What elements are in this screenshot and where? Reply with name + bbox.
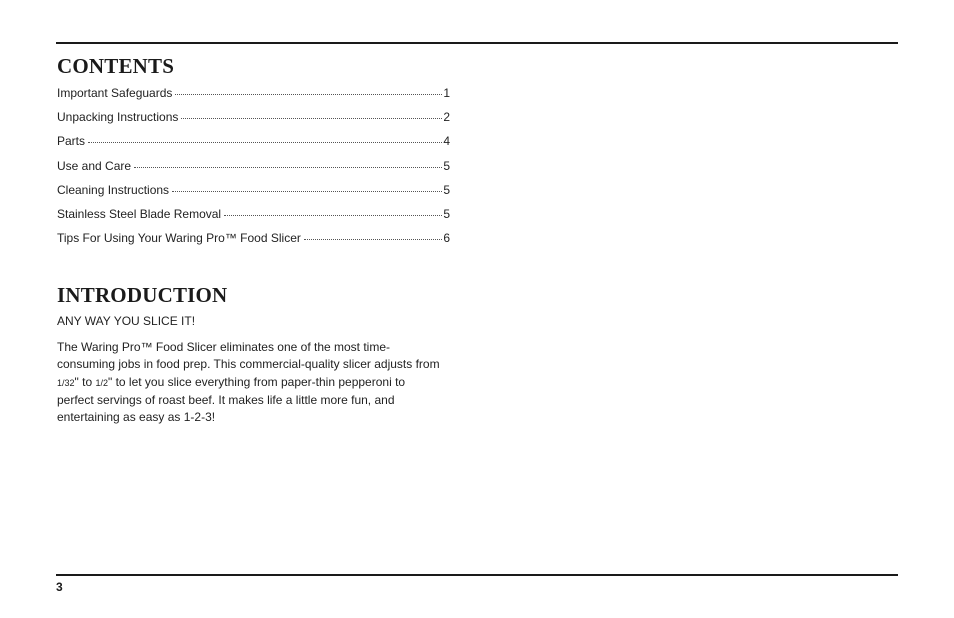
toc-dot-leader [224,215,442,216]
top-rule [56,42,898,44]
toc-entry-page: 2 [443,110,450,125]
introduction-heading: INTRODUCTION [57,283,228,307]
toc-entry-page: 6 [443,231,450,246]
toc-entry-page: 5 [443,182,450,197]
toc-entry-title: Important Safeguards [57,86,173,100]
toc-entry-tips [57,231,450,255]
toc-entry-unpacking-instructions [57,110,450,134]
paragraph-text: " to let you slice everything from paper-thin pepperoni to perfect servings of roast beef. It makes life a little more fun, and entertaining as easy as 1-2-3! [57,374,406,425]
toc-entry-page: 5 [443,206,450,221]
paragraph-text: The Waring Pro™ Food Slicer eliminates one of the most time-consuming jobs in food prep. This commercial-quality slicer adjusts from [57,340,440,372]
toc-dot-leader [88,142,442,143]
toc-entry-page: 5 [443,158,450,173]
toc-entry-page: 4 [443,134,450,149]
contents-heading: CONTENTS [57,54,175,78]
toc-entry-parts [57,134,450,158]
toc-dot-leader [181,118,442,119]
toc-entry-important-safeguards [57,86,450,110]
toc-entry-cleaning-instructions [57,183,450,207]
toc-dot-leader [175,94,442,95]
toc-entry-title: Cleaning Instructions [57,182,170,197]
toc-dot-leader [134,167,442,168]
bottom-rule [56,574,898,576]
toc-entry-title: Tips For Using Your Waring Pro™ Food Slicer [57,231,301,246]
page-number: 3 [56,580,63,594]
table-of-contents [57,86,450,255]
toc-entry-title: Stainless Steel Blade Removal [57,206,222,221]
paragraph-text: " to [74,374,96,389]
toc-entry-blade-removal [57,207,450,231]
toc-entry-title: Use and Care [57,158,132,173]
toc-entry-title: Parts [57,134,86,149]
toc-entry-page: 1 [443,86,450,100]
toc-dot-leader [304,239,442,240]
introduction-paragraph [57,339,445,426]
toc-entry-use-and-care [57,159,450,183]
toc-entry-title: Unpacking Instructions [57,110,179,125]
fraction-one-thirty-second: 1/32 [57,377,75,388]
toc-dot-leader [172,191,442,192]
introduction-subheading: ANY WAY YOU SLICE IT! [57,314,196,328]
fraction-one-half: 1/2 [95,377,108,388]
